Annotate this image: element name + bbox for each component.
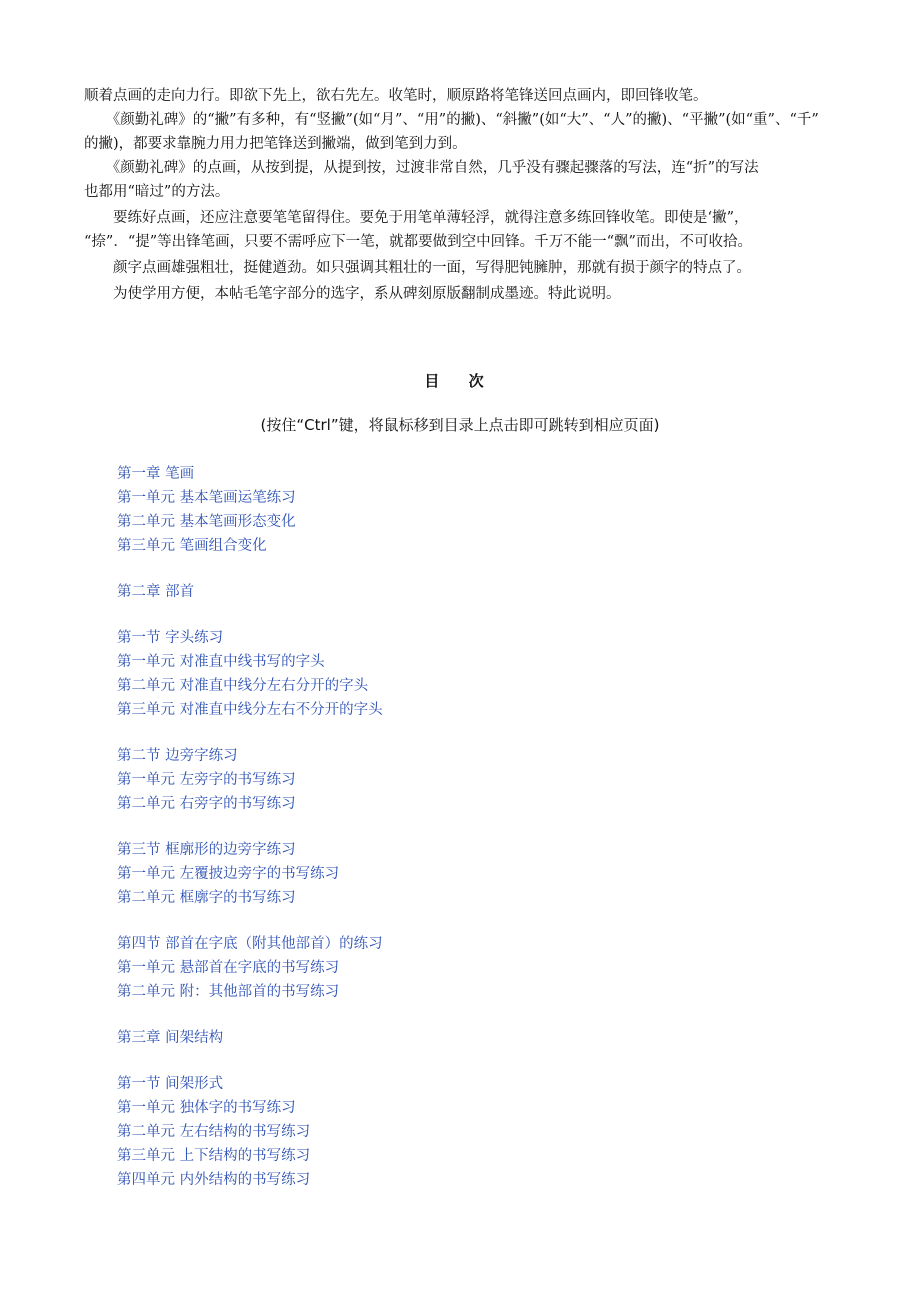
toc-link[interactable]: 第一章 笔画 (117, 466, 195, 482)
toc-link[interactable]: 第一单元 对准直中线书写的字头 (117, 654, 325, 670)
toc-link[interactable]: 第三单元 笔画组合变化 (117, 538, 267, 554)
body-line-2: 《颜勤礼碑》的“撇”有多种，有“竖撇”(如“月”、“用”的撇)、“斜撇”(如“大”、“人”的撇)、“平撇”(如“重”、“千” (84, 112, 819, 128)
toc-note: (按住“Ctrl”键，将鼠标移到目录上点击即可跳转到相应页面) (260, 416, 660, 434)
toc-link[interactable]: 第四单元 内外结构的书写练习 (117, 1172, 311, 1188)
toc-link[interactable]: 第一单元 左旁字的书写练习 (117, 772, 296, 788)
body-line-4: 《颜勤礼碑》的点画，从按到提，从提到按，过渡非常自然，几乎没有骤起骤落的写法，连“折”的写法 (84, 160, 759, 176)
toc-title: 目 次 (424, 372, 496, 390)
toc-link[interactable]: 第一单元 左覆披边旁字的书写练习 (117, 866, 340, 882)
body-line-8: 颜字点画雄强粗壮，挺健遒劲。如只强调其粗壮的一面，写得肥钝臃肿，那就有损于颜字的特点了。 (84, 260, 751, 276)
toc-link[interactable]: 第一单元 独体字的书写练习 (117, 1100, 296, 1116)
body-line-1: 顺着点画的走向力行。即欲下先上，欲右先左。收笔时，顺原路将笔锋送回点画内，即回锋收笔。 (84, 88, 708, 104)
body-line-6: 要练好点画，还应注意要笔笔留得住。要免于用笔单薄轻浮，就得注意多练回锋收笔。即使是‘撇”， (84, 210, 749, 226)
toc-link[interactable]: 第一节 间架形式 (117, 1076, 224, 1092)
toc-link[interactable]: 第二单元 对准直中线分左右分开的字头 (117, 678, 369, 694)
toc-link[interactable]: 第三单元 对准直中线分左右不分开的字头 (117, 702, 383, 718)
toc-link[interactable]: 第三章 间架结构 (117, 1030, 224, 1046)
toc-link[interactable]: 第三节 框廓形的边旁字练习 (117, 842, 296, 858)
toc-link[interactable]: 第二单元 框廓字的书写练习 (117, 890, 296, 906)
toc-link[interactable]: 第二单元 右旁字的书写练习 (117, 796, 296, 812)
toc-link[interactable]: 第一单元 悬部首在字底的书写练习 (117, 960, 340, 976)
body-line-3: 的撇)，都要求靠腕力用力把笔锋送到撇端，做到笔到力到。 (84, 136, 467, 152)
toc-link[interactable]: 第一单元 基本笔画运笔练习 (117, 490, 296, 506)
toc-link[interactable]: 第二单元 附：其他部首的书写练习 (117, 984, 340, 1000)
toc-link[interactable]: 第二单元 左右结构的书写练习 (117, 1124, 311, 1140)
body-line-9: 为使学用方便，本帖毛笔字部分的选字，系从碑刻原版翻制成墨迹。特此说明。 (84, 286, 621, 302)
body-line-7: “捺”．“提”等出锋笔画，只要不需呼应下一笔，就都要做到空中回锋。千万不能一“飘”而出，不可收拾。 (84, 234, 752, 250)
toc-link[interactable]: 第二单元 基本笔画形态变化 (117, 514, 296, 530)
toc-link[interactable]: 第三单元 上下结构的书写练习 (117, 1148, 311, 1164)
body-line-5: 也都用“暗过”的方法。 (84, 184, 230, 200)
toc-link[interactable]: 第二章 部首 (117, 584, 195, 600)
toc-link[interactable]: 第二节 边旁字练习 (117, 748, 238, 764)
toc-link[interactable]: 第一节 字头练习 (117, 630, 224, 646)
toc-link[interactable]: 第四节 部首在字底（附其他部首）的练习 (117, 936, 383, 952)
